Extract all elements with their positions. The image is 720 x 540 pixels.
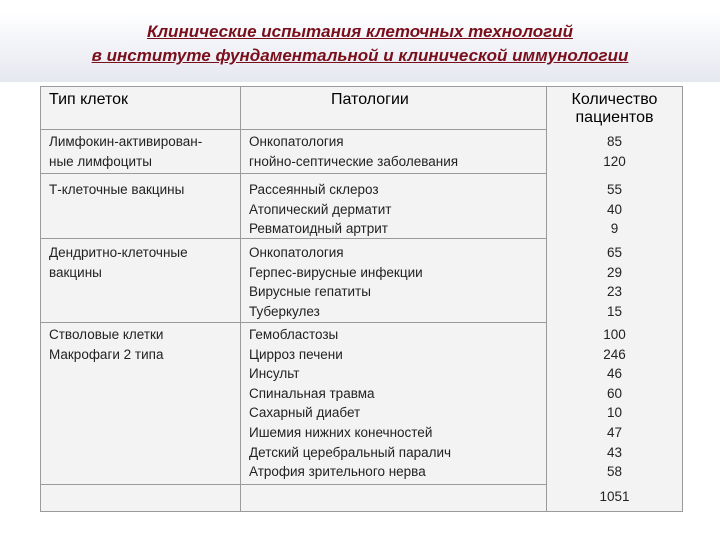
pathology-item: Сахарный диабет [249,405,361,421]
header-pathologies: Патологии [331,91,409,108]
header-patients-line-2: пациентов [575,109,654,126]
pathology-item: Вирусные гепатиты [249,284,371,300]
pathology-item: Ишемия нижних конечностей [249,424,433,440]
patient-count: 85 [606,134,623,149]
patient-count-list [546,243,683,321]
cell-type-line: вакцины [49,264,102,280]
pathology-item: Спинальная травма [249,385,375,401]
cell-type-line: Стволовые клетки [49,327,164,342]
pathology-item: Атрофия зрительного нерва [249,464,426,480]
patient-count: 29 [606,264,623,280]
pathology-item: Онкопатология [249,134,344,149]
patient-count: 10 [606,405,623,421]
patient-count: 23 [606,284,623,300]
pathology-item: Гемобластозы [249,327,339,342]
patient-count: 120 [603,153,626,169]
pathology-item: Детский церебральный паралич [249,444,452,460]
cell-type-line: ные лимфоциты [49,153,152,169]
patient-total: 1051 [599,489,630,504]
cell-type-line: Макрофаги 2 типа [49,346,164,362]
pathology-item: Цирроз печени [249,346,343,362]
patient-count: 58 [606,464,623,480]
patient-count: 40 [606,201,623,217]
cell-type [49,325,163,364]
patient-count-list [546,132,683,171]
pathology-list [249,325,451,482]
cell-type [49,243,188,282]
pathology-item: гнойно-септические заболевания [249,153,459,169]
column-divider [240,87,241,511]
pathology-item: Атопический дерматит [249,201,392,217]
patients-table [40,86,683,512]
patient-count: 60 [606,385,623,401]
patient-count: 43 [606,444,623,460]
pathology-item: Герпес-вирусные инфекции [249,264,423,280]
patient-count-list [546,180,683,239]
patient-count: 9 [610,221,619,237]
title-line-1: Клинические испытания клеточных технологий [147,22,573,41]
header-patients-line-1: Количество [571,91,658,108]
row-divider [41,322,546,323]
header-patients [546,91,683,127]
header-cell-type: Тип клеток [49,91,129,108]
pathology-item: Туберкулез [249,303,320,319]
cell-type-line: Дендритно-клеточные [49,245,188,260]
pathology-item: Рассеянный склероз [249,182,379,197]
patient-count: 15 [606,303,623,319]
row-divider [41,484,546,485]
patient-count: 246 [603,346,626,362]
cell-type [49,180,184,200]
page-title [0,20,720,68]
cell-type-line: Лимфокин-активирован- [49,134,203,149]
cell-type-line: Т-клеточные вакцины [49,182,185,197]
patient-count: 47 [606,424,623,440]
row-divider [41,129,546,130]
pathology-item: Онкопатология [249,245,344,260]
patient-count: 65 [606,245,623,260]
patient-count: 100 [603,327,626,342]
row-divider [41,173,546,174]
pathology-list [249,132,458,171]
cell-type [49,132,202,171]
pathology-item: Ревматоидный артрит [249,221,388,237]
patient-count: 55 [606,182,623,197]
pathology-item: Инсульт [249,366,300,382]
pathology-list [249,180,391,239]
patient-count: 46 [606,366,623,382]
patient-count-list [546,325,683,482]
pathology-list [249,243,423,321]
title-line-2: в институте фундаментальной и клинической иммунологии [91,46,629,65]
